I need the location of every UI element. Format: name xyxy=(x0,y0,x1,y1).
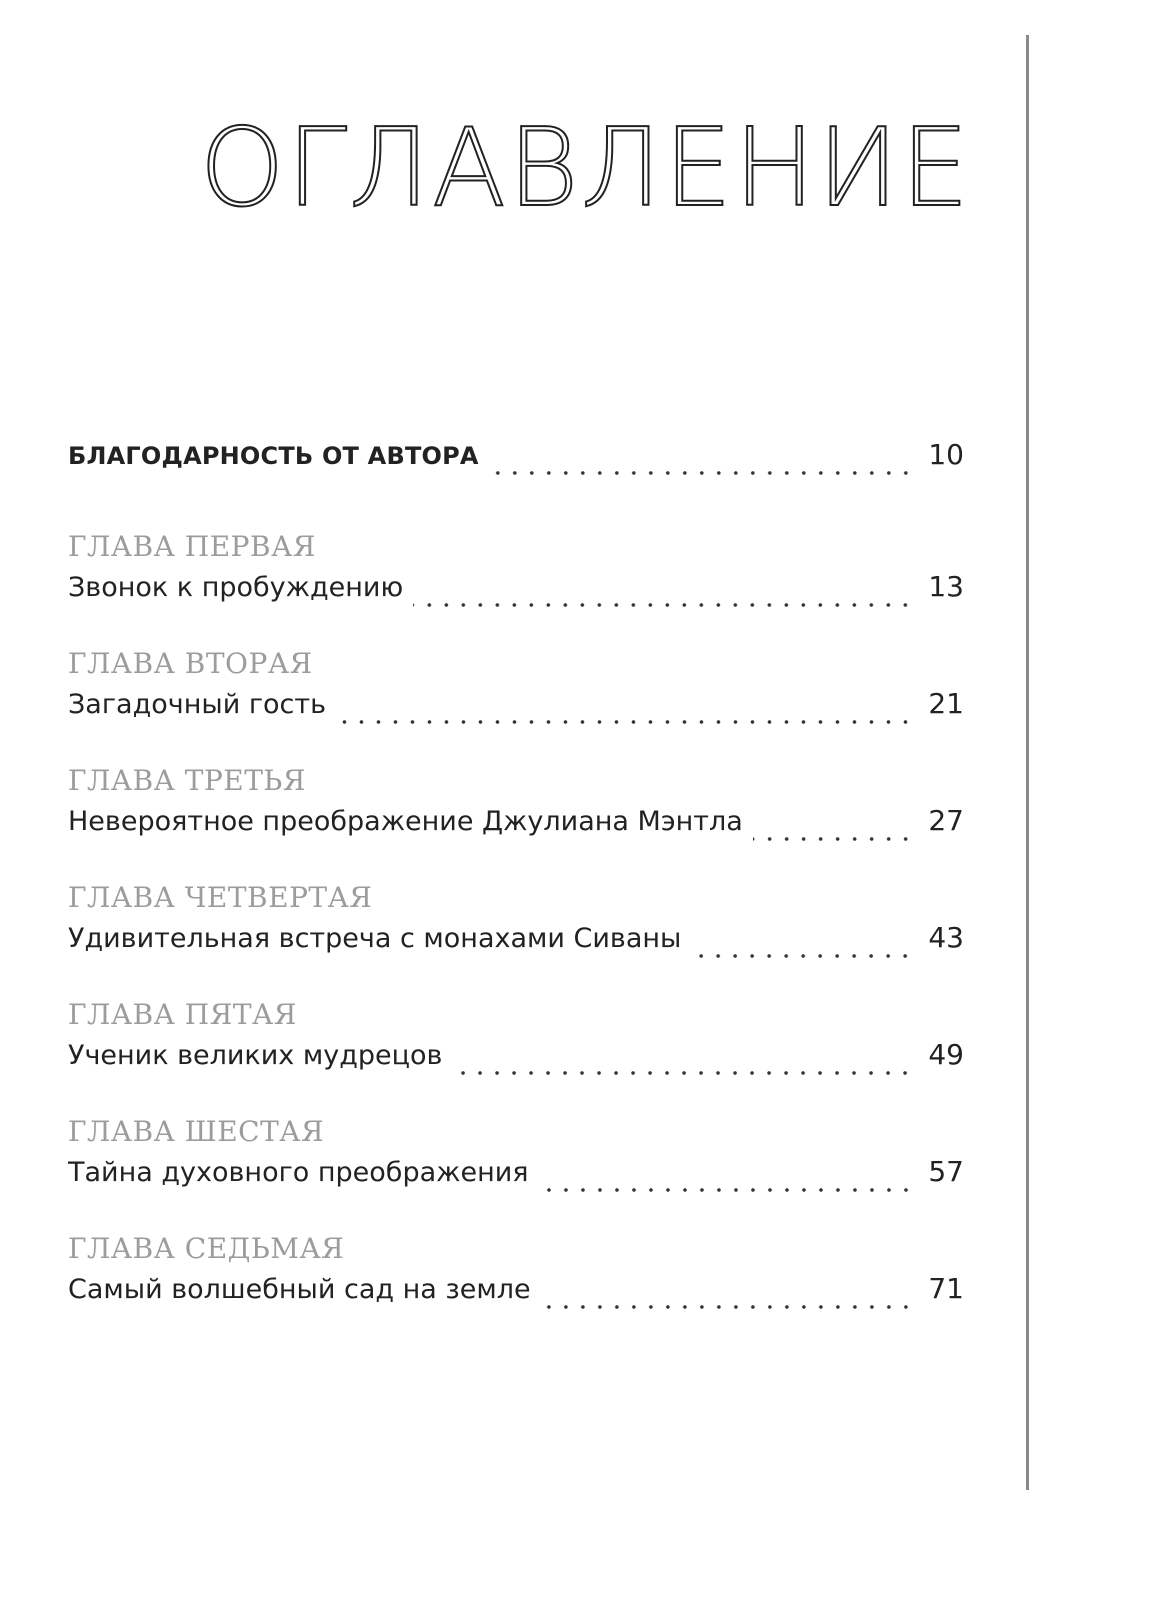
page-number: 71 xyxy=(928,1272,964,1305)
toc-entry[interactable] xyxy=(68,1155,964,1205)
chapter-label: ГЛАВА ЧЕТВЕРТАЯ xyxy=(68,881,373,914)
page-number: 43 xyxy=(928,921,964,954)
entry-title: Самый волшебный сад на земле xyxy=(68,1274,531,1305)
vertical-divider xyxy=(1026,35,1029,1490)
toc-entry[interactable] xyxy=(68,1272,964,1322)
page-number: 27 xyxy=(928,804,964,837)
toc-chapter-1 xyxy=(68,524,964,620)
dot-leader xyxy=(452,1071,914,1075)
toc-chapter-2 xyxy=(68,641,964,737)
dot-leader xyxy=(413,603,914,607)
chapter-label: ГЛАВА ШЕСТАЯ xyxy=(68,1115,325,1148)
toc-entry[interactable] xyxy=(68,1038,964,1088)
entry-title: Загадочный гость xyxy=(68,689,327,720)
entry-title: Тайна духовного преображения xyxy=(68,1157,529,1188)
chapter-label: ГЛАВА СЕДЬМАЯ xyxy=(68,1232,345,1265)
entry-title: Невероятное преображение Джулиана Мэнтла xyxy=(68,806,743,837)
toc-chapter-3 xyxy=(68,758,964,854)
page-number: 49 xyxy=(928,1038,964,1071)
toc-entry[interactable] xyxy=(68,687,964,737)
page-number: 13 xyxy=(928,570,964,603)
toc-chapter-4 xyxy=(68,875,964,971)
chapter-label: ГЛАВА ПЯТАЯ xyxy=(68,998,297,1031)
toc-entry[interactable] xyxy=(68,570,964,620)
dot-leader xyxy=(539,1188,914,1192)
toc-entry[interactable] xyxy=(68,921,964,971)
toc-entry-acknowledgements[interactable] xyxy=(68,438,964,488)
page-number: 21 xyxy=(928,687,964,720)
entry-title: Ученик великих мудрецов xyxy=(68,1040,443,1071)
table-of-contents xyxy=(68,438,964,1343)
page-number: 57 xyxy=(928,1155,964,1188)
dot-leader xyxy=(541,1305,914,1309)
dot-leader xyxy=(336,720,914,724)
chapter-label: ГЛАВА ВТОРАЯ xyxy=(68,647,313,680)
toc-entry[interactable] xyxy=(68,804,964,854)
chapter-label: ГЛАВА ПЕРВАЯ xyxy=(68,530,316,563)
dot-leader xyxy=(691,954,914,958)
dot-leader xyxy=(489,471,914,475)
page-number: 10 xyxy=(928,438,964,471)
entry-title: БЛАГОДАРНОСТЬ ОТ АВТОРА xyxy=(68,442,479,470)
toc-chapter-7 xyxy=(68,1226,964,1322)
dot-leader xyxy=(753,837,914,841)
toc-chapter-5 xyxy=(68,992,964,1088)
chapter-label: ГЛАВА ТРЕТЬЯ xyxy=(68,764,306,797)
entry-title: Звонок к пробуждению xyxy=(68,572,404,603)
page-title: ОГЛАВЛЕНИЕ xyxy=(199,106,971,231)
toc-chapter-6 xyxy=(68,1109,964,1205)
entry-title: Удивительная встреча с монахами Сиваны xyxy=(68,923,682,954)
